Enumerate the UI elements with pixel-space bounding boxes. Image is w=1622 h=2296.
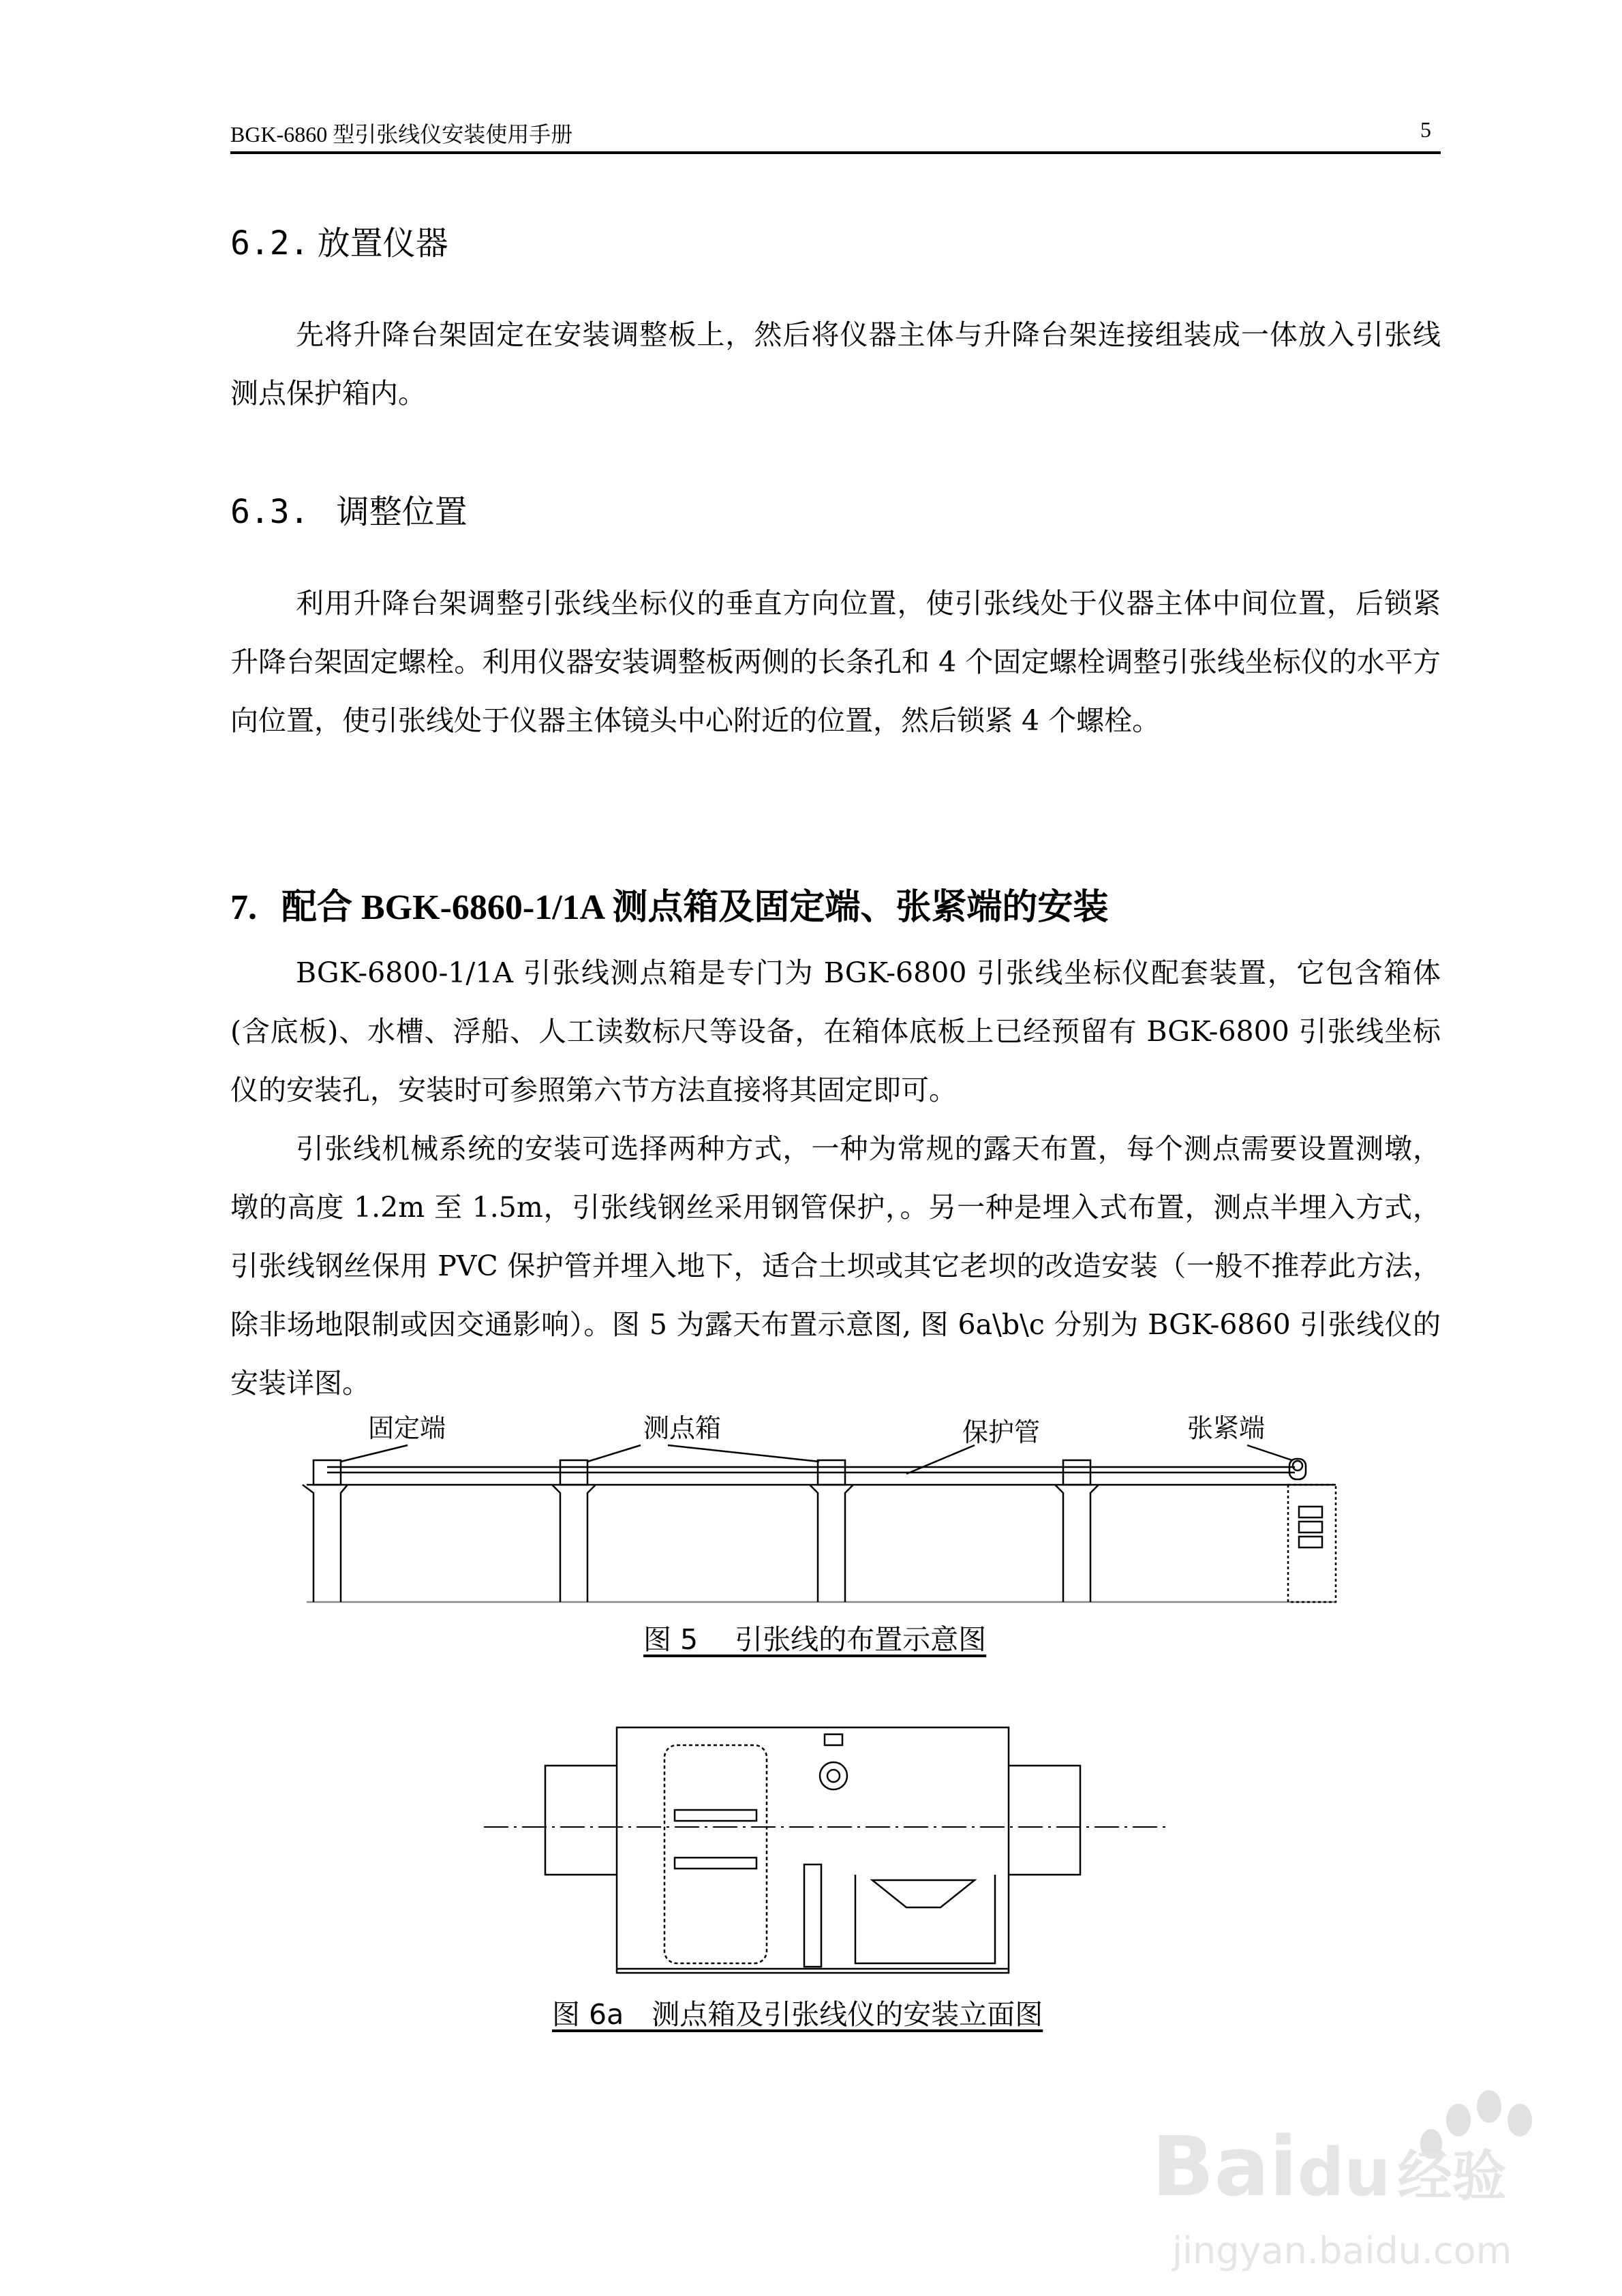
section-6-3-heading bbox=[230, 485, 468, 532]
figure-6a-elevation-drawing bbox=[470, 1718, 1186, 1984]
section-title: 调整位置 bbox=[336, 493, 468, 531]
section-number: 6.3. bbox=[230, 493, 309, 531]
paragraph: 引张线机械系统的安装可选择两种方式，一种为常规的露天布置，每个测点需要设置测墩，墩的高度 1.2m 至 1.5m，引张线钢丝采用钢管保护，。另一种是埋入式布置，测点半埋入方式，引张线钢丝保用 PVC 保护管并埋入地下，适合土坝或其它老坝的改造安装（一般不推荐此方法，除非场地限制或因交通影响）。图 5 为露天布置示意图, 图 6a\b\c 分别为 BGK-6860 引张线仪的安装详图。 bbox=[230, 1132, 1441, 1400]
section-6-2-body bbox=[230, 305, 1441, 423]
section-title: 放置仪器 bbox=[317, 224, 448, 262]
paragraph: 先将升降台架固定在安装调整板上，然后将仪器主体与升降台架连接组装成一体放入引张线测点保护箱内。 bbox=[230, 318, 1441, 410]
baidu-jingyan-watermark bbox=[1152, 2079, 1547, 2284]
label-protect-pipe: 保护管 bbox=[962, 1417, 1041, 1447]
paragraph: BGK-6800-1/1A 引张线测点箱是专门为 BGK-6800 引张线坐标仪配套装置，它包含箱体(含底板)、水槽、浮船、人工读数标尺等设备，在箱体底板上已经预留有 BGK-6800 引张线坐标仪的安装孔，安装时可参照第六节方法直接将其固定即可。 bbox=[230, 956, 1441, 1106]
page-number: 5 bbox=[1420, 117, 1431, 142]
section-6-3-body bbox=[230, 574, 1441, 750]
watermark-brand: Bai bbox=[1152, 2120, 1298, 2215]
label-fixed-end: 固定端 bbox=[368, 1413, 446, 1443]
figure-6a-caption: 图 6a 测点箱及引张线仪的安装立面图 bbox=[552, 1998, 1043, 2031]
page-header bbox=[230, 115, 1441, 154]
watermark-cn: 经验 bbox=[1397, 2145, 1507, 2208]
figure-5-caption: 图 5 引张线的布置示意图 bbox=[643, 1623, 987, 1656]
section-number: 6.2. bbox=[230, 224, 309, 262]
section-7-body bbox=[230, 943, 1441, 1413]
section-number: 7. bbox=[230, 888, 257, 927]
label-tension-end: 张紧端 bbox=[1187, 1413, 1266, 1443]
section-title: 配合 BGK-6860-1/1A 测点箱及固定端、张紧端的安装 bbox=[281, 888, 1109, 927]
watermark-brand-2: du bbox=[1297, 2134, 1391, 2211]
section-6-2-heading bbox=[230, 217, 448, 264]
manual-title: BGK-6860 型引张线仪安装使用手册 bbox=[230, 122, 573, 147]
paragraph: 利用升降台架调整引张线坐标仪的垂直方向位置，使引张线处于仪器主体中间位置，后锁紧升降台架固定螺栓。利用仪器安装调整板两侧的长条孔和 4 个固定螺栓调整引张线坐标仪的水平方向位置，使引张线处于仪器主体镜头中心附近的位置，然后锁紧 4 个螺栓。 bbox=[230, 587, 1441, 737]
section-7-heading bbox=[230, 878, 1108, 929]
label-station-box: 测点箱 bbox=[643, 1413, 722, 1443]
watermark-url: jingyan.baidu.com bbox=[1172, 2229, 1512, 2272]
